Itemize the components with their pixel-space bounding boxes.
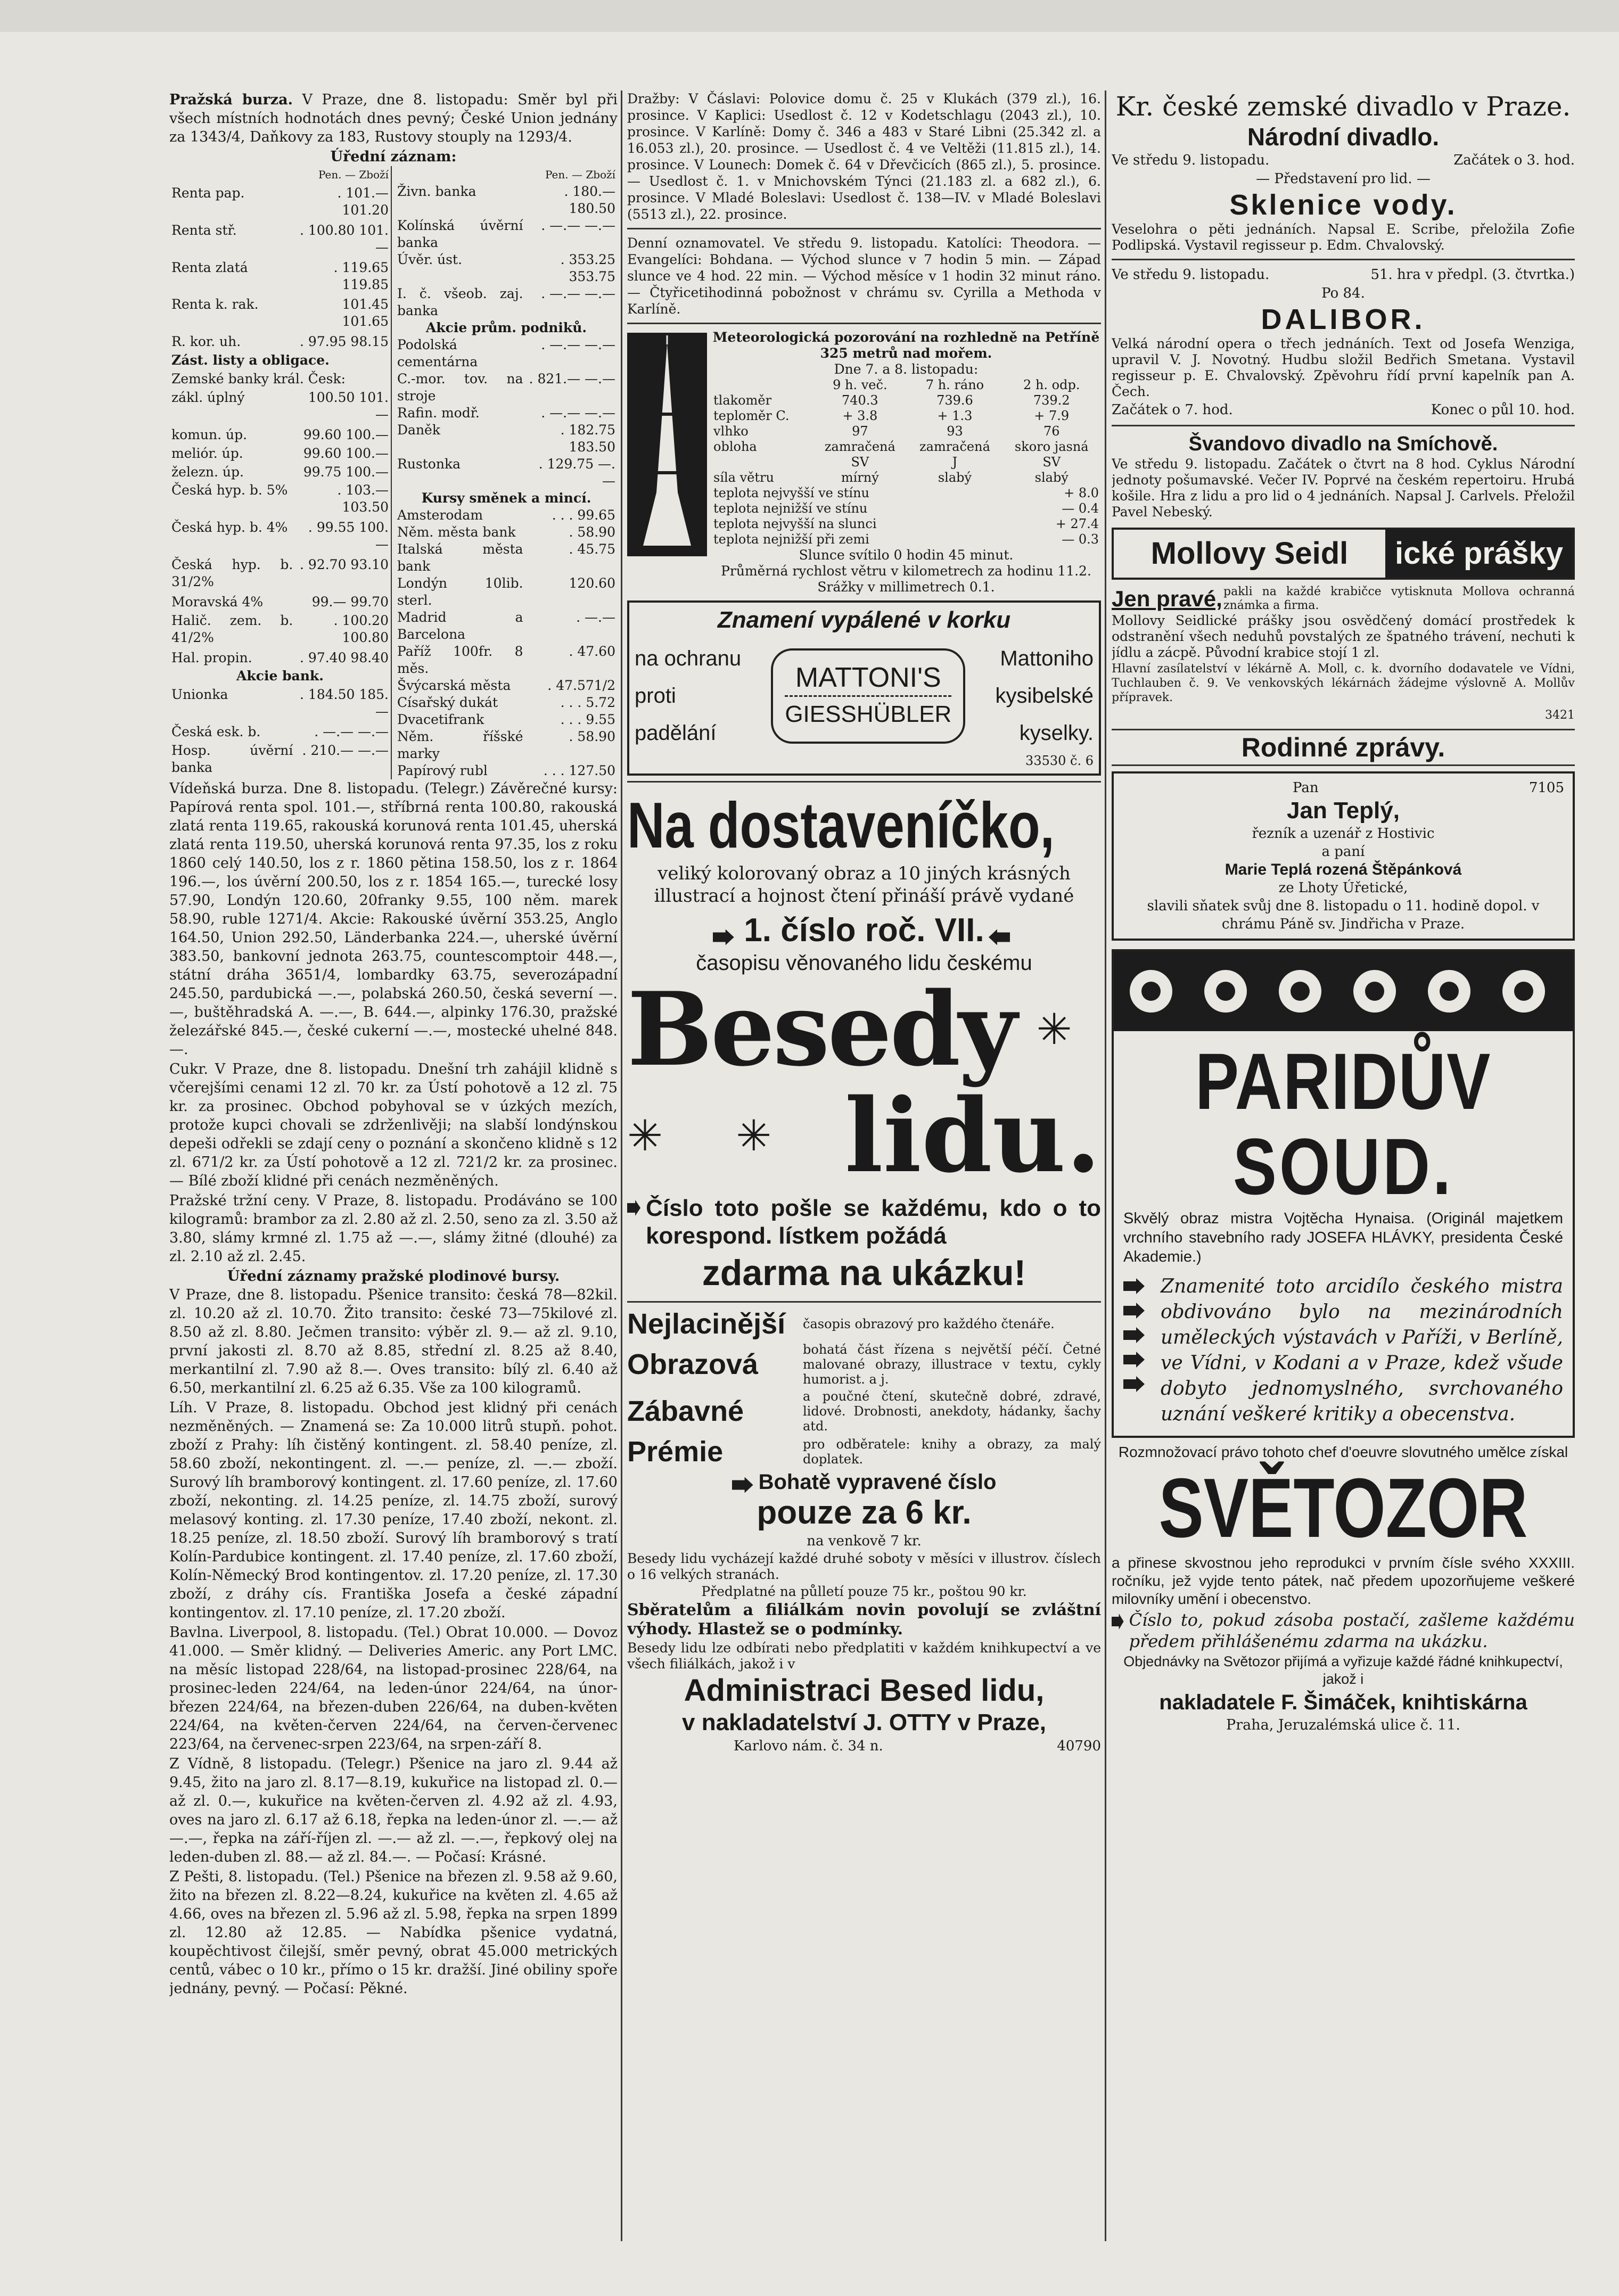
table-row: R. kor. uh. . 97.95 98.15 [171,334,389,350]
wedding-text: slavili sňatek svůj dne 8. listopadu o 11. hodině dopol. v chrámu Páně sv. Jindřicha v Praze. [1147,898,1540,932]
table-row: Švýcarská města . 47.571/2 [397,678,615,693]
ad-number: 40790 [1057,1738,1101,1754]
divider [627,1301,1101,1303]
groom-occupation: řezník a uzenář z Hostivic [1252,826,1435,842]
svetozor-orders: Objednávky na Světozor přijímá a vyřizuje každé řádné knihkupectví, jakož i [1123,1653,1563,1687]
pointing-hand-icon [627,1200,640,1216]
publisher-address-row [627,1737,1101,1756]
table-row: Podolská cementárna . —.— —.— [397,337,615,369]
ornament-border-icon [1114,951,1573,1031]
table-row: Něm. města bank . 58.90 [397,524,615,540]
table-row: Kursy směnek a mincí. [421,490,591,506]
moll-distribution: Hlavní zasílatelství v lékárně A. Moll, c. k. dvorního dodavatele ve Vídni, Tuchlauben č. 9. Ve venkovských lékárnách žádejme výslovně A. Mollův přípravek. [1112,662,1575,704]
daily-notices: Denní oznamovatel. Ve středu 9. listopadu. Katolíci: Theodora. — Evangelíci: Bohdana. — Východ slunce v 7 hodin 5 min. — Západ slunce ve 4 hod. 22 min. — Východ měsíce v 1 hodin 32 minut ráno. — Čtyřicetihodinná pobožnost v chrámu sv. Cyrilla a Methoda v Karlíně. [627,235,1101,317]
vienna-grain: Z Vídně, 8 listopadu. (Telegr.) Pšenice na jaro zl. 9.44 až 9.45, žito na jaro zl. 8.17—8.19, kukuřice na listopad zl. 0.— až zl. 0.—, kukuřice na květen-červen zl. 4.92 až zl. 4.93, oves na jaro zl. 6.17 až 6.18, řepka na leden-únor zl. —.— až —.—, řepka na září-říjen zl. —.— až zl. —.—, řepkový olej na leden-duben zl. 88.— až zl. 84.—. — Počasí: Krásné. [169,1756,618,1865]
table-row: Papírový rubl . . . 127.50 [397,763,615,778]
table-row: Česká hyp. b. 31/2% . 92.70 93.10 [171,557,389,590]
free-sample: zdarma na ukázku! [702,1253,1026,1293]
prague-exchange-text: V Praze, dne 8. listopadu: Směr byl při všech místních hodnotách dnes pevný; České Union jednány za 1343/4, Daňkovy za 183, Rustovy stouply na 1293/4. [169,92,618,145]
table-row: Česká esk. b. . —.— —.— [171,724,389,740]
divider [1112,259,1575,260]
quotes-table-header: Pen. — Zboží [318,168,389,181]
besedy-title: Besedy [627,970,1015,1089]
pointing-hand-icon [713,929,734,945]
meteo-section [627,330,1101,595]
mattoni-left-text: na ochranu proti padělání [635,647,742,745]
lidu-title: lidu. [844,1076,1101,1195]
table-row: Hosp. úvěrní banka . 210.— —.— [171,743,389,776]
commodity-exchange-heading: Úřední záznamy pražské plodinové bursy. [227,1268,560,1285]
sample-offer-text: Číslo toto pošle se každému, kdo o to korespond. lístkem požádá [646,1195,1101,1249]
market-prices: Pražské tržní ceny. V Praze, 8. listopadu. Prodáváno se 100 kilogramů: brambor za zl. 2.80 až zl. 2.50, seno za zl. 3.50 až 3.80, slámy krmné zl. 1.75 až —.—, slámy žitné (dlouhé) za zl. 2.10 až zl. 2.45. [169,1192,618,1265]
pointing-hand-icon [989,929,1010,945]
table-row: Madrid a Barcelona . —.— [397,610,615,642]
performance-start: Začátek o 7. hod. [1112,402,1233,418]
table-row: obloha zamračená zamračená skoro jasná [713,439,1089,454]
dostavenicko-headline: Na dostaveníčko, [627,789,1055,861]
groom-name: Jan Teplý, [1287,797,1400,824]
svanda-theatre: Švandovo divadlo na Smíchově. [1188,433,1498,455]
meteo-report [707,330,1101,595]
issue-line [627,911,1101,950]
mattoni-cork-logo: MATTONI'S GIESSHÜBLER [771,648,965,744]
pointing-hand-icon [1112,1614,1124,1630]
ornament-star-icon: ✳ [736,1111,772,1161]
column-rule [1105,90,1106,2241]
table-row: teploměr C. + 3.8 + 1.3 + 7.9 [713,408,1070,423]
meteo-date: Dne 7. a 8. listopadu: [834,361,979,377]
reproduction-rights: Rozmnožovací právo tohoto chef d'oeuvre slovutného umělce získal [1118,1444,1568,1460]
rich-issue: Bohatě vypravené číslo [758,1470,997,1494]
column-theatre [1112,90,1575,2241]
svanda-program: Ve středu 9. listopadu. Začátek o čtvrt na 8 hod. Cyklus Národní jednoty pošumavské. Večer IV. Poprvé na českém repertoiru. Hrubá košile. Hra z lidu a pro lid o 4 jednáních. Napsal J. Carlvels. Přeložil Pavel Nebeský. [1112,456,1575,520]
table-row: Amsterodam . . . 99.65 [397,507,615,523]
spirits-report: Líh. V Praze, 8. listopadu. Obchod jest klidný při cenách nezměněných. — Znamená se: Za 10.000 litrů stupň. pohot. zboží z Prahy: líh čistěný kontingent. zl. 58.40 peníze, zl. 58.60 zboží, nekontingent. zl. —.— peníze, zl. —.— zboží. Surový líh bramborový kontingent. zl. 17.60 peníze, zl. 17.60 zboží, nekonting. zl. 14.25 peníze, zl. 14.75 zboží, surový melasový konting. zl. 17.30 peníze, 17.40 zboží, nekont. zl. 18.25 peníze, zl. 18.50 zboží. Surový líh bramborový s tratí Kolín-Pardubice kontingent. zl. 17.40 peníze, zl. 17.60 zboží, Kolín-Německý Brod kontingentov. zl. 17.20 peníze, zl. 17.30 zboží, z dráhy cís. Františka Josefa a české západní kontingentov. zl. 17.10 peníze, zl. 17.20 zboží. [169,1400,618,1621]
magazine-subtitle: časopisu věnovaného lidu českému [696,951,1032,975]
quotes-table-left [169,166,392,779]
pointing-hand-icon [1123,1278,1145,1294]
issue-number: 1. číslo roč. VII. [744,912,984,949]
table-row: C.-mor. tov. na stroje . 821.— —.— [397,371,615,404]
petrin-tower-icon [627,333,707,556]
performance-date: Ve středu 9. listopadu. [1112,267,1270,283]
sugar-report: Cukr. V Praze, dne 8. listopadu. Dnešní trh zahájil klidně s včerejšími cenami 12 zl. 70 kr. za Ústí pohotově a 12 zl. 75 kr. za prosinec. Obchod pobyhoval se v úzkých mezích, protože kupci chovali se zdrženlivěji; na slabší londýnskou depeši odřekli se zdají ceny o poznání a skončeno klidně s 12 zl. 671/2 kr. za Ústí pohotově a 12 zl. 721/2 kr. za prosinec. — Bílé zboží klidné při cenách nezměněných. [169,1061,618,1189]
table-row: Česká hyp. b. 4% . 99.55 100.— [171,520,389,553]
prague-exchange-heading: Pražská burza. [169,92,293,108]
pointing-hand-icon [732,1477,753,1493]
national-theatre: Národní divadlo. [1247,123,1440,151]
svetozor-title: SVĚTOZOR [1158,1461,1528,1555]
table-row: Živn. banka . 180.— 180.50 [397,184,615,216]
administration: Administraci Besed lidu, [684,1673,1045,1708]
price-line [627,1470,1101,1494]
column-middle [627,90,1101,2241]
ornament-star-icon: ✳ [1036,1005,1072,1054]
family-news-heading: Rodinné zprávy. [1112,729,1575,766]
mattoni-body [635,640,1094,752]
moll-genuine [1112,585,1575,613]
lidu-title-row [627,1076,1101,1195]
table-row: železn. úp. 99.75 100.— [171,464,389,480]
performance-date: Ve středu 9. listopadu. [1112,152,1270,168]
performance-end: Konec o půl 10. hod. [1431,402,1575,418]
feature-row: Obrazová bohatá část řízena s největší péčí. Četné malované obrazy, illustrace v textu, cykly humorist. a j. [627,1342,1101,1387]
auctions: Dražby: V Čáslavi: Polovice domu č. 25 v Klukách (379 zl.), 16. prosince. V Kaplici: Usedlost č. 12 v Kodetschlagu (2043 zl.), 10. prosince. V Karlíně: Domy č. 346 a 483 v Staré Libni (25.342 zl. a 16.053 zl.), 20. prosince. — Usedlost č. 4 ve Veltěži (11.815 zl.), 14. prosince. V Lounech: Domek č. 64 v Dřevčicích (865 zl.), 5. prosince. — Usedlost č. 1. v Mnichovském Týnci (21.183 zl. a 682 zl.), 6. prosince. V Mladé Boleslavi: Usedlost č. 138—IV. v Mladé Boleslavi (5513 zl.), 22. prosince. [627,91,1101,222]
wedding-notice [1112,771,1575,941]
pointing-hands-column [1123,1274,1161,1428]
table-row: Moravská 4% 99.— 99.70 [171,594,389,610]
commodity-exchange-text: V Praze, dne 8. listopadu. Pšenice transito: česká 78—82kil. zl. 10.20 až zl. 10.70. Žito transito: české 73—75kilové zl. 8.50 až zl. 8.80. Ječmen transito: výběr zl. 9.— až zl. 9.10, první jakosti zl. 8.70 až 8.85, střední zl. 8.25 až 8.40, merkantilní zl. 7.90 až 8.—. Oves transito: bílý zl. 6.40 až 6.50, merkantilní zl. 6.25 až 6.35. Vše za 100 kilogramů. [169,1287,618,1396]
pest-grain: Z Pešti, 8. listopadu. (Tel.) Pšenice na březen zl. 9.58 až 9.60, žito na březen zl. 8.22—8.24, kukuřice na květen zl. 4.65 až 4.66, oves na březen zl. 5.96 až zl. 5.98, řepka na srpen 1899 zl. 12.80 až 12.85. — Nabídka pšenice vydatná, koupěchtivost čilejší, směr pevný, obrat 45.000 metrických centů, vábec o 10 kr., přímo o 15 kr. dražší. Jiné obiliny spoře jednány, pevný. — Počasí: Pěkné. [169,1869,618,1997]
vienna-exchange: Vídeňská burza. Dne 8. listopadu. (Telegr.) Závěrečné kursy: Papírová renta spol. 101.—, stříbrná renta 100.80, rakouská zlatá renta 119.65, rakouská korunová renta 101.45, uherská zlatá renta 119.50, uherská korunová renta 97.35, los z roku 1860 celý 140.50, los z r. 1860 pětina 158.50, los z r. 1864 196.—, los úvěrní 200.50, los z r. 1854 165.—, turecké losy 57.90, Londýn 120.60, 20franky 9.55, 100 něm. marek 58.90, ruble 1271/4. Akcie: Rakouské úvěrní 353.25, Anglo 164.50, Union 292.50, Länderbanka 224.—, uherské úvěrní 383.50, bankovní jednota 263.75, countescomptoir 448.—, státní dráha 3651/4, lombardky 63.75, severozápadní 245.50, pardubická —.—, polabská 260.50, česká severní —.—, buštěhradská A. —.—, B. 644.—, alpinky 176.30, pražské železářské 845.—, české cukerní —.—, mostecké uhelné 848.—. [169,780,618,1058]
mattoni-ad-number: 33530 č. 6 [1025,753,1094,768]
table-row: Daněk . 182.75 183.50 [397,422,615,455]
play-description: Veselohra o pěti jednáních. Napsal E. Scribe, přeložila Zofie Podlipská. Vystavil regisseur p. Edm. Chvalovský. [1112,221,1575,253]
order-info: Besedy lidu lze odbírati nebo předplatiti v každém knihkupectví a ve všech filiálkách, jakož i v [627,1640,1101,1672]
play-title-dalibor: DALIBOR. [1261,303,1426,335]
table-row: Italská města bank . 45.75 [397,541,615,574]
play-title-sklenice: Sklenice vody. [1229,189,1457,221]
paridu-title: PARIDŮV [1195,1036,1491,1126]
column-markets [169,90,618,2252]
feature-row: Prémie pro odběratele: knihy a obrazy, za malý doplatek. [627,1436,1101,1468]
table-row: vlhko 97 93 76 [713,424,1060,439]
meteo-sunshine: Slunce svítilo 0 hodin 45 minut. [799,547,1014,563]
feature-row: Zábavné a poučné čtení, skutečně dobré, zdravé, lidové. Drobnosti, anekdoty, hádanky, šachy atd. [627,1389,1101,1434]
pointing-hand-icon [1123,1303,1145,1319]
table-row: Kolínská úvěrní banka . —.— —.— [397,218,615,250]
table-row: Císařský dukát . . . 5.72 [397,695,615,710]
table-row: tlakoměr 740.3 739.6 739.2 [713,393,1070,408]
moll-genuine-text: pakli na každé krabičce vytisknuta Mollova ochranná známka a firma. [1223,585,1575,612]
table-row: Něm. říšské marky . 58.90 [397,729,615,761]
table-row: síla větru mírný slabý slabý [713,470,1069,485]
table-row: teplota nejvyšší ve stínu + 8.0 [713,485,1099,500]
bride-origin: ze Lhoty Úřetické, [1278,880,1408,896]
table-row: I. č. všeob. zaj. banka . —.— —.— [397,286,615,318]
table-row: teplota nejnižší při zemi — 0.3 [713,532,1099,547]
official-record-heading: Úřední záznam: [330,149,457,165]
dostavenicko-text: veliký kolorovaný obraz a 10 jiných krásných illustrací a hojnost čtení přináší právě vydané [654,863,1074,907]
table-row: komun. úp. 99.60 100.— [171,426,389,442]
publication-schedule: Besedy lidu vycházejí každé druhé soboty v měsíci v illustrov. číslech o 16 velkých stranách. [627,1551,1101,1582]
table-row: Dvacetifrank . . . 9.55 [397,712,615,727]
moll-description: Mollovy Seidlické prášky jsou osvědčený domácí prostředek k odstranění všech neduhů povstalých ze špatného trávení, nechuti k jídlu a zácpě. Původní krabice stojí 1 zl. [1112,613,1575,660]
svetozor-sample [1112,1609,1575,1653]
mattoni-heading: Znamení vypálené v korku [717,607,1011,633]
table-row: Česká hyp. b. 5% . 103.— 103.50 [171,482,389,515]
moll-genuine-label: Jen pravé, [1112,586,1222,611]
table-row: Úvěr. úst. . 353.25 353.75 [397,252,615,284]
table-row: zákl. úplný 100.50 101.— [171,389,389,422]
subscription-number: Po 84. [1321,285,1365,301]
meteo-table: 9 h. več. 7 h. ráno 2 h. odp. tlakoměr 740.3 739.6 739.2 teploměr C. + 3.8 + 1.3 + 7.9 vlhko 97 93 76 obloha zamračená zamračená skoro jasná SV J SV síla větru mírný slabý slabý teplota nejvyšší ve stínu + 8.0 teplota nejnižší ve stínu — 0.4 teplota nejvyšší na slunci + 27.4 teplota nejnižší při zemi — 0.3 [711,377,1101,547]
table-row: Renta zlatá . 119.65 119.85 [171,259,389,292]
svetozor-text: a přinese skvostnou jeho reprodukci v prvním čísle svého XXXIII. ročníku, jež vyjde tento pátek, nač předem upozorňujeme veškeré milovníky umění i obecenstvo. [1112,1554,1575,1607]
besedy-title-row [627,970,1101,1089]
paridu-praise-text: Znamenité toto arcidílo českého mistra obdivováno bylo na mezinárodních uměleckých výstavách v Paříži, v Berlíně, ve Vídni, v Kodani a v Praze, kdež všude dobyto jednomyslného, svrchovaného uznání veškeré kritiky a obecenstva. [1161,1275,1563,1425]
table-row: Zemské banky král. Česk: [171,371,346,386]
bride-name: Marie Teplá rozená Štěpánková [1224,861,1462,878]
publisher-otto: v nakladatelství J. OTTY v Praze, [682,1709,1046,1735]
cotton-report: Bavlna. Liverpool, 8. listopadu. (Tel.) Obrat 10.000. — Dovoz 41.000. — Směr klidný. — Deliveries Americ. any Port LMC. na měsíc listopad 228/64, na listopad-prosinec 228/64, na prosinec-leden 224/64, na leden-únor 224/64, na únor-březen 224/64, na březen-duben 226/64, na duben-květen 224/64, na květen-červen 224/64, na červen-červenec 223/64, na červenec-srpen 223/64, na srpen-září 8. [169,1624,618,1752]
moll-product: ické prášky [1385,530,1573,578]
table-row: Akcie bank. [236,668,324,684]
quotes-table-right [395,166,618,779]
meteo-rain: Srážky v millimetrech 0.1. [817,579,995,595]
page-top-band [0,0,1619,32]
feature-row: Nejlacinější časopis obrazový pro každého čtenáře. [627,1308,1055,1340]
table-row: Unionka . 184.50 185.— [171,687,389,720]
simacek-publisher: nakladatele F. Šimáček, knihtiskárna [1159,1691,1527,1714]
table-row: SV J SV [851,455,1061,470]
divider [627,323,1101,324]
moll-ad-banner [1112,528,1575,580]
moll-brand: Mollovy Seidl [1150,536,1349,571]
soud-title: SOUD. [1232,1122,1454,1211]
pointing-hand-icon [1123,1376,1145,1392]
table-row: Rafin. modř. . —.— —.— [397,405,615,421]
sample-offer [627,1195,1101,1250]
hynais-description: Skvělý obraz mistra Vojtěcha Hynaisa. (Originál majetkem vrchního stavebního rady JOSEFA HLÁVKY, presidenta České Akademie.) [1123,1210,1563,1265]
notice-header [1122,779,1564,797]
table-row: Halič. zem. b. 41/2% . 100.20 100.80 [171,612,389,645]
magazine-features [627,1308,1101,1468]
quotes-table-header: Pen. — Zboží [545,168,615,181]
evening-date-row [1112,266,1575,284]
table-row: Renta pap. . 101.— 101.20 [171,185,389,218]
paridu-ad [1112,949,1575,1438]
performance-note: — Představení pro lid. — [1256,171,1431,187]
paridu-praise [1123,1274,1563,1428]
meteo-wind: Průměrná rychlost větru v kilometrech za hodinu 11.2. [721,563,1091,579]
table-row: Renta k. rak. 101.45 101.65 [171,297,389,330]
table-row: Renta stř. . 100.80 101.— [171,222,389,255]
simacek-address: Praha, Jeruzalémská ulice č. 11. [1226,1717,1460,1733]
moll-ad-number: 3421 [1545,709,1575,722]
notice-number: 7105 [1528,780,1564,796]
national-date-row [1112,151,1575,170]
table-row: Hal. propin. . 97.40 98.40 [171,649,389,665]
table-row: Paříž 100fr. 8 měs. . 47.60 [397,644,615,676]
divider [627,228,1101,229]
quotes-tables [169,166,618,779]
opera-times [1112,401,1575,419]
publisher-address: Karlovo nám. č. 34 n. [734,1738,883,1754]
subscription-price: Předplatné na půlletí pouze 75 kr., poštou 90 kr. [701,1584,1027,1599]
pointing-hand-icon [1123,1352,1145,1368]
table-row: Londýn 10lib. sterl. 120.60 [397,575,615,608]
table-row: teplota nejvyšší na slunci + 27.4 [713,516,1099,531]
divider [1112,425,1575,426]
subscription-note: 51. hra v předpl. (3. čtvrtka.) [1370,267,1575,283]
notice-and: a paní [1321,844,1365,860]
table-row: Akcie prům. podniků. [425,320,587,335]
divider [627,781,1101,783]
performance-start: Začátek o 3. hod. [1453,152,1575,168]
notice-mr: Pan [1293,780,1319,796]
collectors-offer: Sběratelům a filiálkám novin povolují se zvláštní výhody. Hlastež se o podmínky. [627,1601,1101,1639]
meteo-heading: Meteorologická pozorování na rozhledně na Petříně 325 metrů nad mořem. [712,330,1100,361]
table-row: Zást. listy a obligace. [171,352,330,368]
column-rule [621,90,622,2241]
opera-description: Velká národní opera o třech jednáních. Text od Josefa Wenziga, upravil V. J. Novotný. Hudbu složil Bedřich Smetana. Vystavil regisseur p. E. Chvalovský. Zpěvohru řídí první kapelník pan A. Čech. [1112,336,1575,399]
table-row: meliór. úp. 99.60 100.— [171,445,389,461]
mattoni-right-text: Mattoniho kysibelské kyselky. [995,647,1094,745]
price-country: na venkově 7 kr. [807,1533,922,1549]
ornament-star-icon: ✳ [627,1111,663,1161]
theatre-heading: Kr. české zemské divadlo v Praze. [1115,91,1571,122]
table-row: teplota nejnižší ve stínu — 0.4 [713,501,1099,516]
mattoni-ad [627,600,1101,776]
price-only: pouze za 6 kr. [757,1494,972,1531]
pointing-hand-icon [1123,1327,1145,1343]
svetozor-sample-text: Číslo to, pokud zásoba postačí, zašleme každému předem přihlášenému zdarma na ukázku. [1129,1610,1575,1651]
table-row: Rustonka . 129.75 —.— [397,456,615,489]
